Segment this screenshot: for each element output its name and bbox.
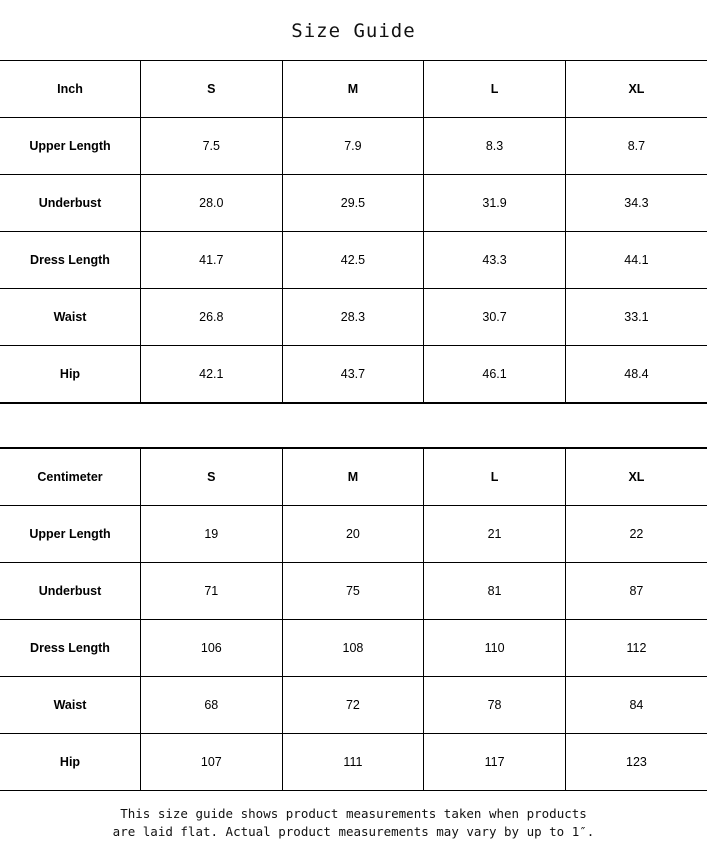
cell-value: 123 xyxy=(565,733,707,790)
table-header-row xyxy=(0,448,707,505)
cell-value: 29.5 xyxy=(282,175,424,232)
cell-value: 46.1 xyxy=(424,346,566,403)
size-col-m: M xyxy=(282,61,424,118)
cell-value: 117 xyxy=(424,733,566,790)
table-row xyxy=(0,676,707,733)
row-label-dress-length: Dress Length xyxy=(0,232,141,289)
cell-value: 106 xyxy=(141,619,283,676)
footer-note xyxy=(0,791,707,842)
size-col-l: L xyxy=(424,448,566,505)
cell-value: 8.3 xyxy=(424,118,566,175)
size-col-xl: XL xyxy=(565,448,707,505)
table-separator xyxy=(0,403,707,448)
size-col-s: S xyxy=(141,61,283,118)
cell-value: 28.0 xyxy=(141,175,283,232)
row-label-waist: Waist xyxy=(0,289,141,346)
table-row xyxy=(0,619,707,676)
unit-label-inch: Inch xyxy=(0,61,141,118)
cell-value: 78 xyxy=(424,676,566,733)
table-header-row xyxy=(0,61,707,118)
cell-value: 22 xyxy=(565,505,707,562)
table-row xyxy=(0,346,707,403)
row-label-upper-length: Upper Length xyxy=(0,505,141,562)
cell-value: 21 xyxy=(424,505,566,562)
size-col-xl: XL xyxy=(565,61,707,118)
cell-value: 75 xyxy=(282,562,424,619)
cell-value: 108 xyxy=(282,619,424,676)
row-label-waist: Waist xyxy=(0,676,141,733)
cell-value: 111 xyxy=(282,733,424,790)
cell-value: 7.5 xyxy=(141,118,283,175)
row-label-upper-length: Upper Length xyxy=(0,118,141,175)
cell-value: 20 xyxy=(282,505,424,562)
cell-value: 43.7 xyxy=(282,346,424,403)
table-row xyxy=(0,118,707,175)
size-col-l: L xyxy=(424,61,566,118)
cell-value: 72 xyxy=(282,676,424,733)
table-row xyxy=(0,289,707,346)
footer-line-1: This size guide shows product measurements taken when products xyxy=(120,805,587,821)
cell-value: 41.7 xyxy=(141,232,283,289)
cell-value: 110 xyxy=(424,619,566,676)
cell-value: 8.7 xyxy=(565,118,707,175)
page-title: Size Guide xyxy=(291,20,416,42)
cell-value: 42.5 xyxy=(282,232,424,289)
cell-value: 26.8 xyxy=(141,289,283,346)
cell-value: 71 xyxy=(141,562,283,619)
unit-label-centimeter: Centimeter xyxy=(0,448,141,505)
table-row xyxy=(0,232,707,289)
centimeter-table-wrapper xyxy=(0,448,707,791)
cell-value: 48.4 xyxy=(565,346,707,403)
cell-value: 43.3 xyxy=(424,232,566,289)
cell-value: 107 xyxy=(141,733,283,790)
row-label-underbust: Underbust xyxy=(0,562,141,619)
cell-value: 28.3 xyxy=(282,289,424,346)
table-row xyxy=(0,733,707,790)
table-row xyxy=(0,175,707,232)
size-col-m: M xyxy=(282,448,424,505)
inch-size-table xyxy=(0,60,707,403)
size-col-s: S xyxy=(141,448,283,505)
cell-value: 19 xyxy=(141,505,283,562)
row-label-underbust: Underbust xyxy=(0,175,141,232)
centimeter-size-table xyxy=(0,448,707,791)
cell-value: 87 xyxy=(565,562,707,619)
row-label-hip: Hip xyxy=(0,733,141,790)
cell-value: 33.1 xyxy=(565,289,707,346)
cell-value: 112 xyxy=(565,619,707,676)
inch-table-wrapper xyxy=(0,60,707,403)
cell-value: 30.7 xyxy=(424,289,566,346)
cell-value: 42.1 xyxy=(141,346,283,403)
cell-value: 81 xyxy=(424,562,566,619)
cell-value: 34.3 xyxy=(565,175,707,232)
cell-value: 7.9 xyxy=(282,118,424,175)
table-row xyxy=(0,562,707,619)
cell-value: 31.9 xyxy=(424,175,566,232)
table-row xyxy=(0,505,707,562)
cell-value: 44.1 xyxy=(565,232,707,289)
cell-value: 68 xyxy=(141,676,283,733)
footer-line-2: are laid flat. Actual product measurements may vary by up to 1″. xyxy=(112,824,595,840)
cell-value: 84 xyxy=(565,676,707,733)
row-label-dress-length: Dress Length xyxy=(0,619,141,676)
row-label-hip: Hip xyxy=(0,346,141,403)
